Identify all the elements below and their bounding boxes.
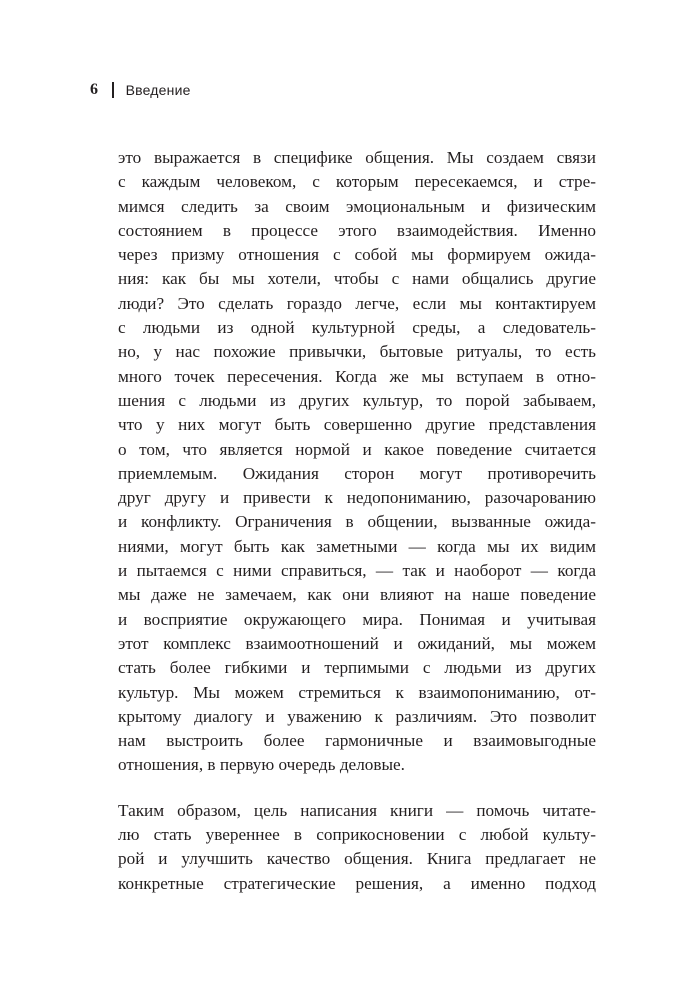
text-line: и пытаемся с ними справиться, — так и наоборот — когда bbox=[118, 561, 596, 581]
text-line: культур. Мы можем стремиться к взаимопониманию, от- bbox=[118, 682, 596, 702]
text-line: шения с людьми из других культур, то порой забываем, bbox=[118, 390, 596, 410]
text-line: о том, что является нормой и какое поведение считается bbox=[118, 439, 596, 459]
text-line: с людьми из одной культурной среды, а следователь- bbox=[118, 318, 596, 338]
text-line: это выражается в специфике общения. Мы создаем связи bbox=[118, 148, 596, 167]
paragraph-2 bbox=[118, 799, 596, 896]
text-line: ния: как бы мы хотели, чтобы с нами общались другие bbox=[118, 269, 596, 289]
text-line: рой и улучшить качество общения. Книга предлагает не bbox=[118, 849, 596, 869]
text-line: но, у нас похожие привычки, бытовые ритуалы, то есть bbox=[118, 342, 596, 362]
text-line: стать более гибкими и терпимыми с людьми из других bbox=[118, 658, 596, 678]
body-text bbox=[118, 146, 596, 896]
text-line: крытому диалогу и уважению к различиям. Это позволит bbox=[118, 706, 596, 726]
text-line: что у них могут быть совершенно другие представления bbox=[118, 415, 596, 435]
text-line: много точек пересечения. Когда же мы вступаем в отно- bbox=[118, 366, 596, 386]
paragraph-1 bbox=[118, 146, 596, 778]
page-number: 6 bbox=[90, 81, 98, 98]
paragraph-gap bbox=[118, 778, 596, 799]
text-line: нам выстроить более гармоничные и взаимовыгодные bbox=[118, 731, 596, 751]
text-line: мимся следить за своим эмоциональным и физическим bbox=[118, 196, 596, 216]
text-line: отношения, в первую очередь деловые. bbox=[118, 755, 405, 775]
text-line: лю стать увереннее в соприкосновении с любой культу- bbox=[118, 825, 596, 845]
text-line: с каждым человеком, с которым пересекаемся, и стре- bbox=[118, 172, 596, 192]
text-line: друг другу и привести к недопониманию, разочарованию bbox=[118, 488, 596, 508]
running-header bbox=[90, 80, 191, 100]
text-line: приемлемым. Ожидания сторон могут противоречить bbox=[118, 463, 596, 483]
text-line: мы даже не замечаем, как они влияют на наше поведение bbox=[118, 585, 596, 605]
text-line: через призму отношения с собой мы формируем ожида- bbox=[118, 245, 596, 265]
text-line: и восприятие окружающего мира. Понимая и учитывая bbox=[118, 609, 596, 629]
text-line: этот комплекс взаимоотношений и ожиданий, мы можем bbox=[118, 633, 596, 653]
text-line: и конфликту. Ограничения в общении, вызванные ожида- bbox=[118, 512, 596, 532]
header-separator bbox=[112, 82, 114, 98]
text-line: Таким образом, цель написания книги — помочь читате- bbox=[118, 800, 596, 820]
text-line: конкретные стратегические решения, а именно подход bbox=[118, 873, 596, 893]
text-line: люди? Это сделать гораздо легче, если мы контактируем bbox=[118, 293, 596, 313]
text-line: состоянием в процессе этого взаимодействия. Именно bbox=[118, 220, 596, 240]
section-title: Введение bbox=[125, 82, 191, 98]
text-line: ниями, могут быть как заметными — когда мы их видим bbox=[118, 536, 596, 556]
